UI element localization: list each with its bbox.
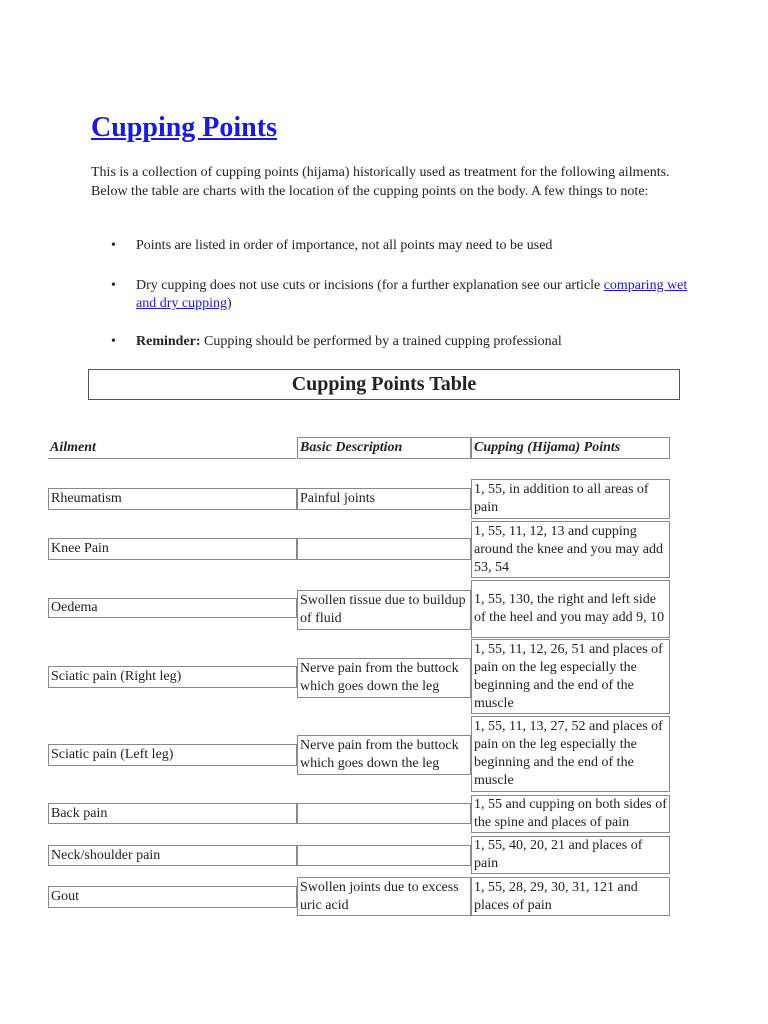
cell-description (297, 538, 471, 560)
bullet-icon: • (111, 334, 116, 349)
list-item (91, 333, 691, 351)
cell-points: 1, 55, 11, 12, 26, 51 and places of pain on the leg especially the beginning and the end of the muscle (471, 639, 670, 714)
note-text: Dry cupping does not use cuts or incisions (for a further explanation see our article (136, 278, 604, 293)
cell-ailment: Oedema (48, 598, 297, 618)
list-item (91, 237, 691, 255)
cell-description (297, 845, 471, 866)
cell-points: 1, 55, 28, 29, 30, 31, 121 and places of pain (471, 877, 670, 916)
cell-ailment: Neck/shoulder pain (48, 845, 297, 866)
header-description: Basic Description (297, 437, 471, 459)
list-item (91, 277, 691, 313)
cell-description: Nerve pain from the buttock which goes down the leg (297, 658, 471, 698)
cell-description: Swollen tissue due to buildup of fluid (297, 590, 471, 630)
cell-points: 1, 55, in addition to all areas of pain (471, 479, 670, 519)
note-text-suffix: ) (226, 296, 232, 311)
bullet-icon: • (111, 238, 116, 253)
cell-points: 1, 55 and cupping on both sides of the spine and places of pain (471, 795, 670, 833)
cell-description: Nerve pain from the buttock which goes down the leg (297, 735, 471, 775)
cell-ailment: Back pain (48, 803, 297, 824)
cell-points: 1, 55, 40, 20, 21 and places of pain (471, 836, 670, 874)
intro-paragraph: This is a collection of cupping points (hijama) historically used as treatment for the following ailments. Below the table are charts with the location of the cupping points on the body. A few things to note: (91, 165, 670, 199)
page-title[interactable]: Cupping Points (91, 112, 277, 143)
cell-ailment: Sciatic pain (Left leg) (48, 744, 297, 766)
cell-description: Painful joints (297, 488, 471, 510)
cell-points: 1, 55, 11, 12, 13 and cupping around the knee and you may add 53, 54 (471, 521, 670, 578)
wet-dry-cupping-link[interactable]: comparing wet and dry cupping (136, 278, 688, 311)
cell-ailment: Sciatic pain (Right leg) (48, 666, 297, 688)
bullet-icon: • (111, 278, 116, 293)
header-points: Cupping (Hijama) Points (471, 437, 670, 459)
cell-ailment: Rheumatism (48, 488, 297, 510)
table-title: Cupping Points Table (88, 369, 680, 400)
cell-points: 1, 55, 130, the right and left side of the heel and you may add 9, 10 (471, 580, 670, 638)
note-text: Points are listed in order of importance, not all points may need to be used (136, 238, 553, 253)
cell-ailment: Knee Pain (48, 538, 297, 560)
header-ailment: Ailment (48, 437, 296, 459)
note-text: Cupping should be performed by a trained cupping professional (200, 334, 562, 349)
cell-description (297, 803, 471, 824)
cell-description: Swollen joints due to excess uric acid (297, 877, 471, 916)
cell-points: 1, 55, 11, 13, 27, 52 and places of pain on the leg especially the beginning and the end of the muscle (471, 716, 670, 792)
cell-ailment: Gout (48, 886, 297, 908)
reminder-label: Reminder: (136, 334, 201, 349)
